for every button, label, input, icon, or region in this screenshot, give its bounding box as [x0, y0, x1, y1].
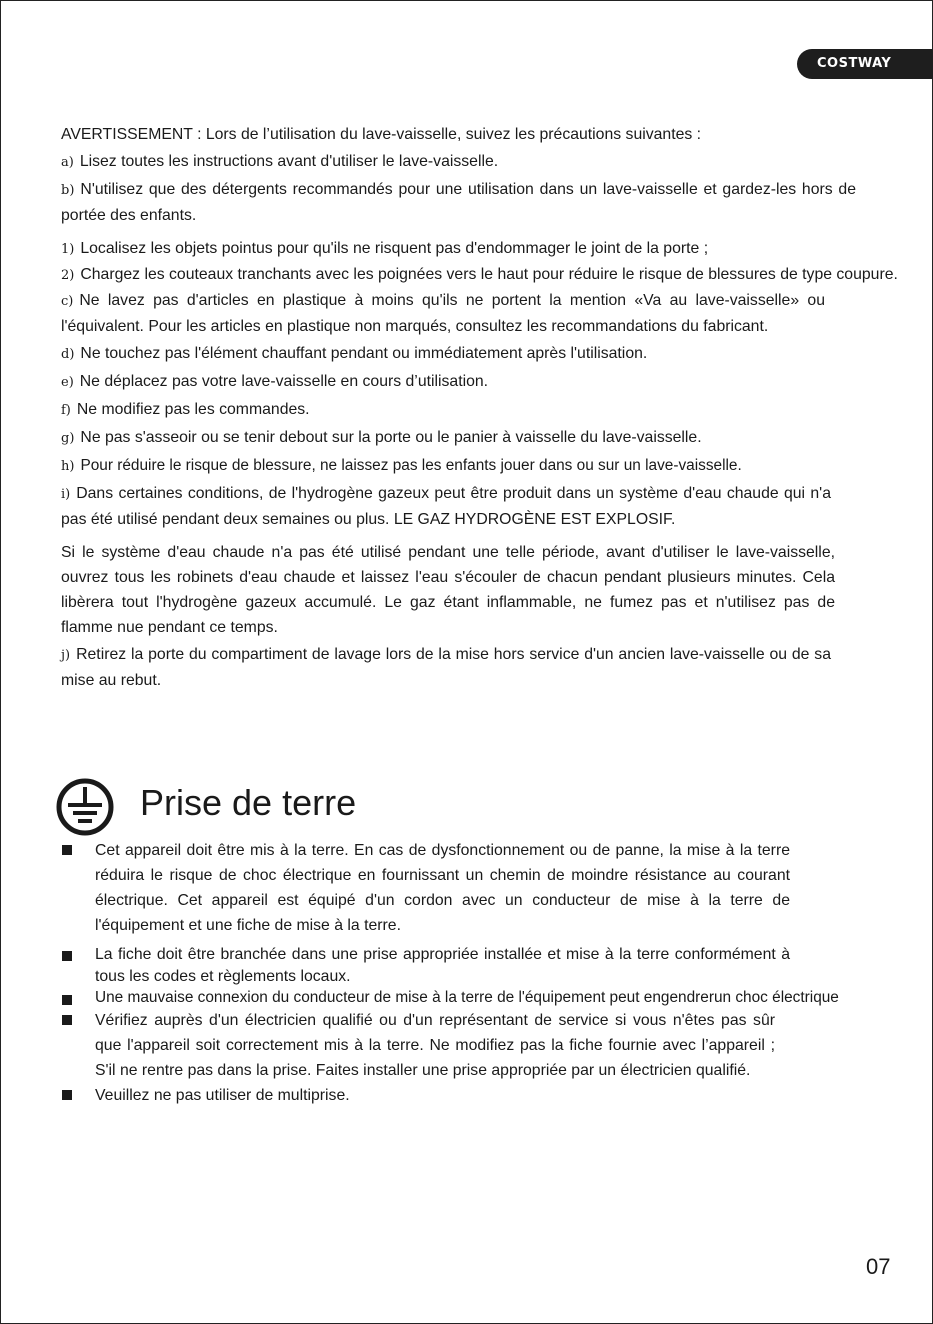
item-marker: b) [61, 183, 75, 198]
earth-bullet-list [61, 838, 856, 1108]
item-marker: h) [61, 459, 75, 474]
item-marker: a) [61, 155, 74, 170]
page-number: 07 [866, 1254, 891, 1279]
warning-item-b: b) N'utilisez que des détergents recommandés pour une utilisation dans un lave-vaisselle et gardez-les hors de portée des enfants. [61, 181, 856, 224]
bullet-item: Cet appareil doit être mis à la terre. En cas de dysfonctionnement ou de panne, la mise à la terre réduira le risque de choc électrique en fournissant un chemin de moindre résistance au courant électrique. Cet appareil est équipé d'un cordon avec un conducteur de mise à la terre de l'équipement et une fiche de mise à la terre. [61, 838, 790, 938]
bullet-item: Une mauvaise connexion du conducteur de mise à la terre de l'équipement peut engendrerun choc électrique [61, 988, 887, 1008]
item-marker: e) [61, 375, 74, 390]
warning-item-f: f) Ne modifiez pas les commandes. [61, 401, 310, 418]
item-marker: i) [61, 487, 71, 502]
warning-item-a: a) Lisez toutes les instructions avant d'utiliser le lave-vaisselle. [61, 153, 499, 170]
warning-intro: AVERTISSEMENT : Lors de l’utilisation du lave-vaisselle, suivez les précautions suivantes : [61, 126, 702, 143]
section-title: Prise de terre [140, 782, 357, 823]
warning-item-h: h) Pour réduire le risque de blessure, ne laissez pas les enfants jouer dans ou sur un lave-vaisselle. [61, 457, 742, 474]
warning-item-j: j) Retirez la porte du compartiment de lavage lors de la mise hors service d'un ancien lave-vaisselle ou de sa mise au rebut. [61, 646, 831, 689]
bullet-square-icon [62, 951, 72, 961]
item-marker: d) [61, 347, 75, 362]
item-marker: j) [61, 648, 71, 663]
brand-logo: COSTWAY [797, 49, 933, 79]
hydrogen-paragraph: Si le système d'eau chaude n'a pas été utilisé pendant une telle période, avant d'utiliser le lave-vaisselle, ouvrez tous les robinets d'eau chaude et laissez l'eau s'écouler de chacun pendant plusieurs minutes. Cela libèrera tout l'hydrogène gazeux accumulé. Le gaz étant inflammable, ne fumez pas et n'utilisez pas de flamme nue pendant ce temps. [61, 544, 835, 636]
warning-item-c: c) Ne lavez pas d'articles en plastique à moins qu'ils ne portent la mention «Va au lave-vaisselle» ou l'équivalent. Pour les articles en plastique non marqués, consultez les recommandations du fabricant. [61, 292, 825, 335]
ground-symbol-icon [56, 778, 114, 836]
item-marker: 1) [61, 242, 75, 257]
warning-item-g: g) Ne pas s'asseoir ou se tenir debout sur la porte ou le panier à vaisselle du lave-vaisselle. [61, 429, 702, 446]
item-marker: c) [61, 294, 74, 309]
item-marker: f) [61, 403, 71, 418]
warning-item-d: d) Ne touchez pas l'élément chauffant pendant ou immédiatement après l'utilisation. [61, 345, 648, 362]
item-marker: g) [61, 431, 75, 446]
warning-section [61, 122, 898, 695]
bullet-square-icon [62, 1015, 72, 1025]
warning-item-e: e) Ne déplacez pas votre lave-vaisselle en cours d’utilisation. [61, 373, 489, 390]
bullet-item: Veuillez ne pas utiliser de multiprise. [61, 1083, 790, 1108]
bullet-item: Vérifiez auprès d'un électricien qualifié ou d'un représentant de service si vous n'êtes pas sûr que l'appareil soit correctement mis à la terre. Ne modifiez pas la fiche fournie avec l’appareil ; S'il ne rentre pas dans la prise. Faites installer une prise appropriée par un électricien qualifié. [61, 1008, 775, 1083]
bullet-item: La fiche doit être branchée dans une prise appropriée installée et mise à la terre conformément à tous les codes et règlements locaux. [61, 944, 790, 988]
bullet-square-icon [62, 995, 72, 1005]
warning-item-i: i) Dans certaines conditions, de l'hydrogène gazeux peut être produit dans un système d'eau chaude qui n'a pas été utilisé pendant deux semaines ou plus. LE GAZ HYDROGÈNE EST EXPLOSIF. [61, 485, 831, 528]
warning-item-2: 2) Chargez les couteaux tranchants avec les poignées vers le haut pour réduire le risque de blessures de type coupure. [61, 266, 898, 283]
bullet-square-icon [62, 1090, 72, 1100]
item-marker: 2) [61, 268, 75, 283]
bullet-square-icon [62, 845, 72, 855]
warning-item-1: 1) Localisez les objets pointus pour qu'ils ne risquent pas d'endommager le joint de la porte ; [61, 240, 709, 257]
